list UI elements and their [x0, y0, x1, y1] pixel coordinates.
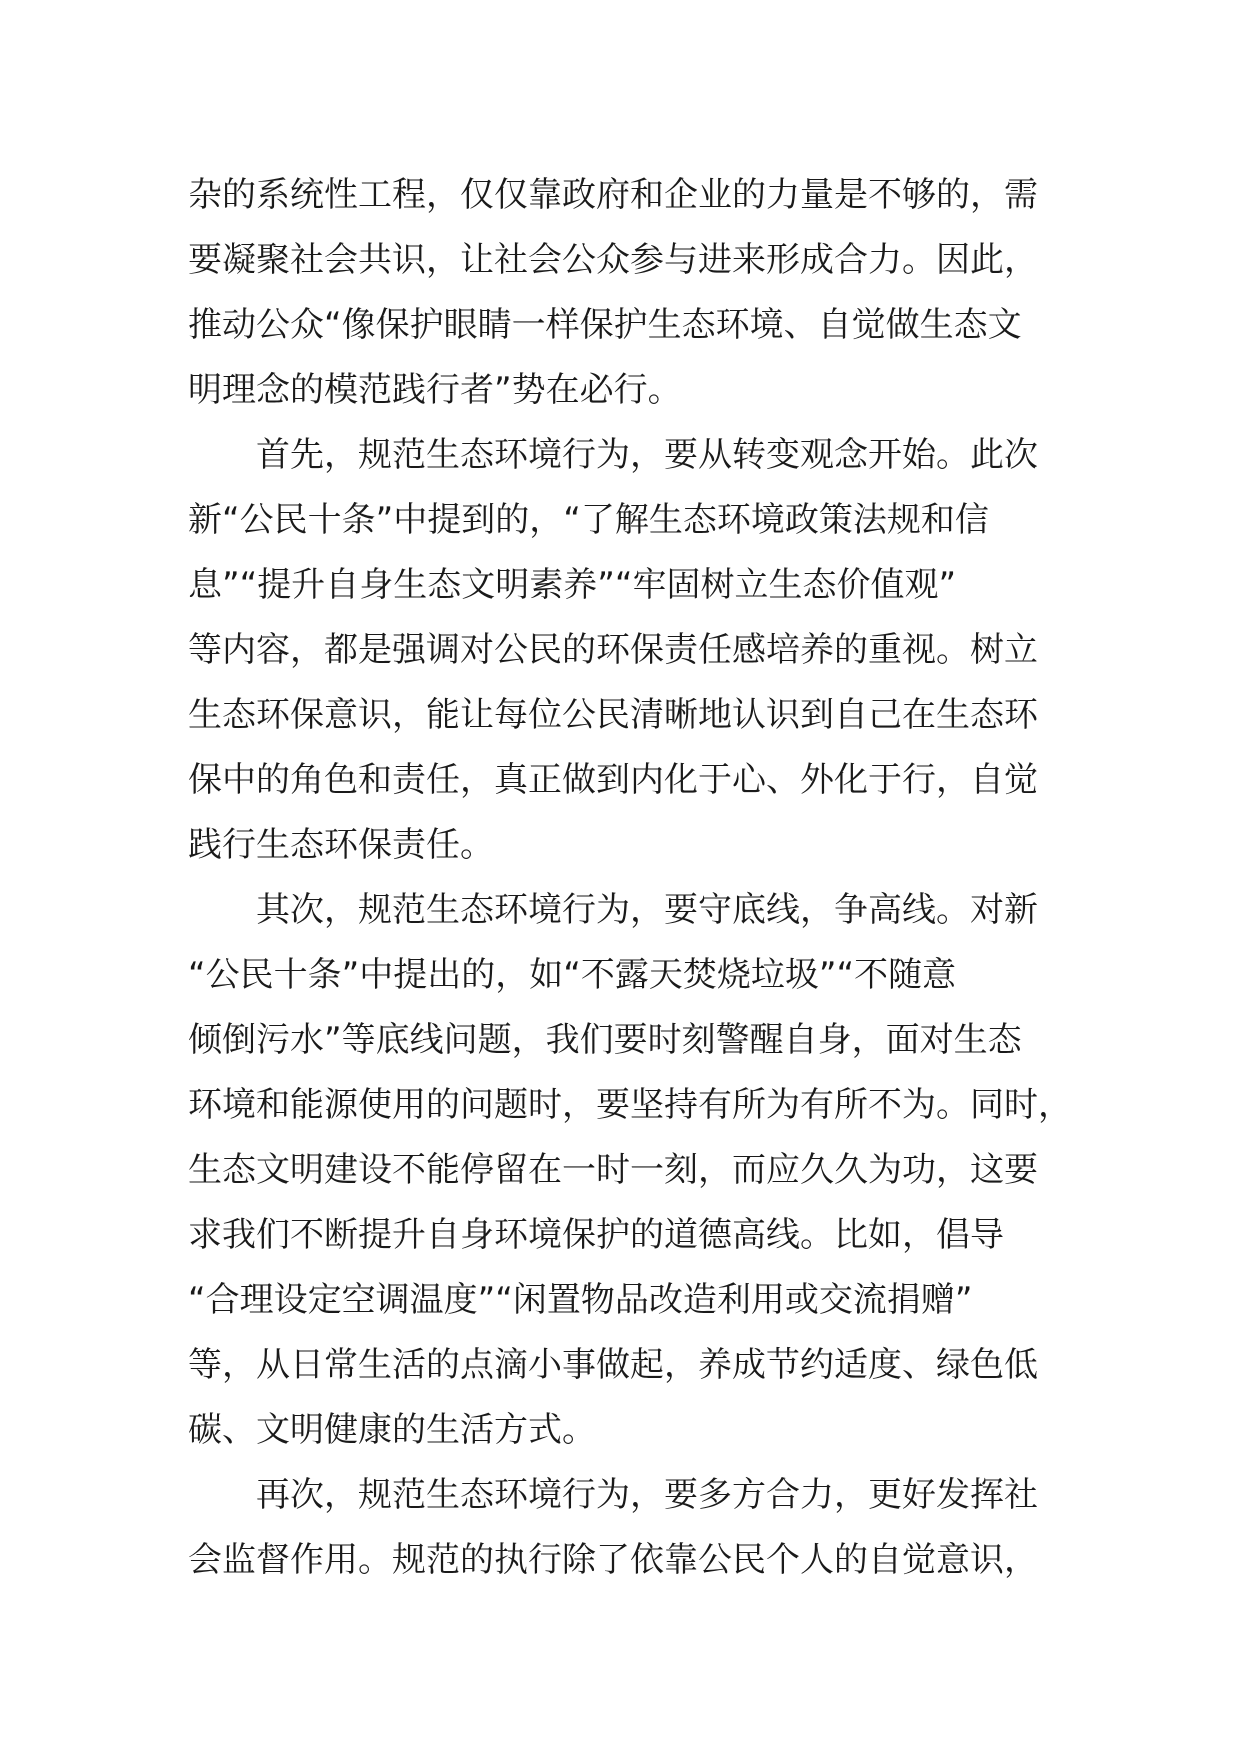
text-line: 会监督作用。规范的执行除了依靠公民个人的自觉意识， — [188, 1540, 1038, 1580]
text-line: 保中的角色和责任，真正做到内化于心、外化于行，自觉 — [188, 760, 1038, 800]
text-line: 再次，规范生态环境行为，要多方合力，更好发挥社 — [188, 1475, 1038, 1515]
text-line: 倾倒污水”等底线问题，我们要时刻警醒自身，面对生态 — [188, 1020, 1022, 1060]
text-line: 明理念的模范践行者”势在必行。 — [188, 370, 682, 410]
text-line: 推动公众“像保护眼睛一样保护生态环境、自觉做生态文 — [188, 305, 1022, 345]
text-line: 其次，规范生态环境行为，要守底线，争高线。对新 — [188, 890, 1038, 930]
text-line: 生态环保意识，能让每位公民清晰地认识到自己在生态环 — [188, 695, 1038, 735]
text-line: 生态文明建设不能停留在一时一刻，而应久久为功，这要 — [188, 1150, 1038, 1190]
text-line: 杂的系统性工程，仅仅靠政府和企业的力量是不够的，需 — [188, 175, 1038, 215]
body-text — [188, 163, 1072, 1593]
text-line: 首先，规范生态环境行为，要从转变观念开始。此次 — [188, 435, 1038, 475]
text-line: “合理设定空调温度”“闲置物品改造利用或交流捐赠” — [188, 1280, 973, 1320]
text-line: 践行生态环保责任。 — [188, 825, 494, 865]
text-line: “公民十条”中提出的，如“不露天焚烧垃圾”“不随意 — [188, 955, 957, 995]
text-line: 环境和能源使用的问题时，要坚持有所为有所不为。同时， — [188, 1085, 1072, 1125]
text-line: 碳、文明健康的生活方式。 — [188, 1410, 596, 1450]
text-line: 息”“提升自身生态文明素养”“牢固树立生态价值观” — [188, 565, 957, 605]
text-line: 求我们不断提升自身环境保护的道德高线。比如，倡导 — [188, 1215, 1004, 1255]
text-line: 新“公民十条”中提到的，“了解生态环境政策法规和信 — [188, 500, 989, 540]
text-line: 等内容，都是强调对公民的环保责任感培养的重视。树立 — [188, 630, 1038, 670]
text-line: 等，从日常生活的点滴小事做起，养成节约适度、绿色低 — [188, 1345, 1038, 1385]
text-line: 要凝聚社会共识，让社会公众参与进来形成合力。因此， — [188, 240, 1038, 280]
